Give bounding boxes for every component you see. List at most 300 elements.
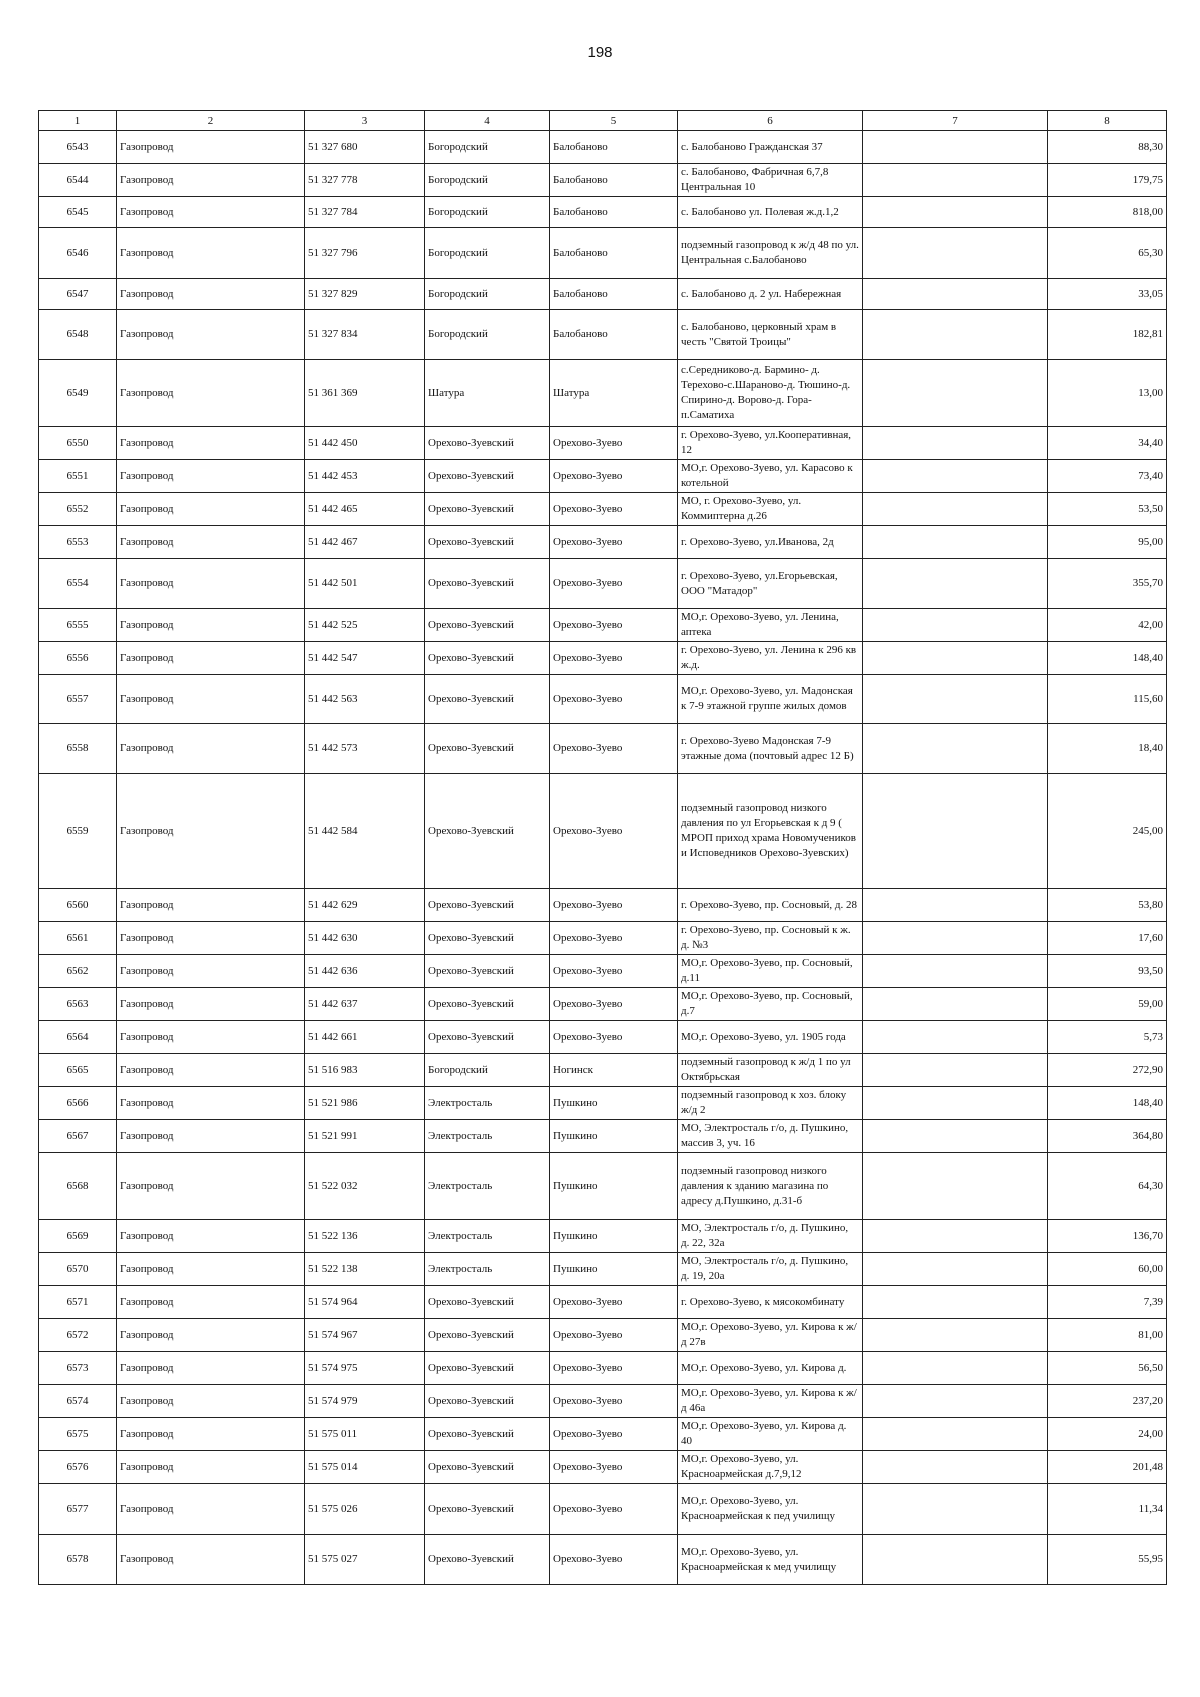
column-7-cell	[863, 164, 1048, 197]
object-name: Газопровод	[117, 1153, 305, 1220]
district-name: Шатура	[425, 360, 550, 427]
object-value: 73,40	[1048, 460, 1167, 493]
object-code: 51 442 637	[305, 988, 425, 1021]
row-number: 6568	[39, 1153, 117, 1220]
object-value: 364,80	[1048, 1120, 1167, 1153]
object-value: 11,34	[1048, 1484, 1167, 1535]
object-value: 245,00	[1048, 774, 1167, 889]
object-name: Газопровод	[117, 1021, 305, 1054]
locality-name: Орехово-Зуево	[550, 493, 678, 526]
object-name: Газопровод	[117, 988, 305, 1021]
page-number: 198	[587, 44, 613, 61]
table-row	[39, 774, 1167, 889]
table-row	[39, 279, 1167, 310]
district-name: Орехово-Зуевский	[425, 1385, 550, 1418]
object-address: МО, Электросталь г/о, д. Пушкино, д. 22, 32а	[678, 1220, 863, 1253]
object-name: Газопровод	[117, 1535, 305, 1585]
column-7-cell	[863, 131, 1048, 164]
object-address: г. Орехово-Зуево, ул.Егорьевская, ООО "Матадор"	[678, 559, 863, 609]
locality-name: Орехово-Зуево	[550, 1385, 678, 1418]
table-row	[39, 228, 1167, 279]
object-value: 148,40	[1048, 642, 1167, 675]
object-name: Газопровод	[117, 360, 305, 427]
row-number: 6571	[39, 1286, 117, 1319]
table-row	[39, 164, 1167, 197]
object-code: 51 442 563	[305, 675, 425, 724]
district-name: Богородский	[425, 197, 550, 228]
district-name: Электросталь	[425, 1220, 550, 1253]
table-row	[39, 1253, 1167, 1286]
district-name: Богородский	[425, 310, 550, 360]
locality-name: Орехово-Зуево	[550, 1352, 678, 1385]
object-name: Газопровод	[117, 1385, 305, 1418]
column-7-cell	[863, 197, 1048, 228]
object-name: Газопровод	[117, 1418, 305, 1451]
object-name: Газопровод	[117, 1220, 305, 1253]
district-name: Богородский	[425, 131, 550, 164]
object-code: 51 442 453	[305, 460, 425, 493]
locality-name: Орехово-Зуево	[550, 922, 678, 955]
column-7-cell	[863, 1021, 1048, 1054]
object-value: 179,75	[1048, 164, 1167, 197]
row-number: 6574	[39, 1385, 117, 1418]
locality-name: Балобаново	[550, 228, 678, 279]
locality-name: Пушкино	[550, 1120, 678, 1153]
object-code: 51 522 032	[305, 1153, 425, 1220]
locality-name: Орехово-Зуево	[550, 1286, 678, 1319]
table-row	[39, 922, 1167, 955]
object-name: Газопровод	[117, 559, 305, 609]
row-number: 6544	[39, 164, 117, 197]
district-name: Орехово-Зуевский	[425, 460, 550, 493]
table-row	[39, 955, 1167, 988]
object-address: подземный газопровод низкого давления по ул Егорьевская к д 9 ( МРОП приход храма Новомучеников и Исповедников Орехово-Зуевских)	[678, 774, 863, 889]
object-address: МО,г. Орехово-Зуево, ул. Карасово к котельной	[678, 460, 863, 493]
district-name: Орехово-Зуевский	[425, 774, 550, 889]
table-row	[39, 526, 1167, 559]
district-name: Богородский	[425, 164, 550, 197]
table-row	[39, 310, 1167, 360]
object-address: МО, Электросталь г/о, д. Пушкино, д. 19, 20а	[678, 1253, 863, 1286]
object-address: МО,г. Орехово-Зуево, ул. Кирова д.	[678, 1352, 863, 1385]
object-address: подземный газопровод к ж/д 1 по ул Октябрьская	[678, 1054, 863, 1087]
row-number: 6562	[39, 955, 117, 988]
table-row	[39, 1451, 1167, 1484]
column-7-cell	[863, 1153, 1048, 1220]
column-7-cell	[863, 493, 1048, 526]
column-7-cell	[863, 642, 1048, 675]
object-value: 56,50	[1048, 1352, 1167, 1385]
object-value: 17,60	[1048, 922, 1167, 955]
table-row	[39, 559, 1167, 609]
row-number: 6552	[39, 493, 117, 526]
object-address: г. Орехово-Зуево, к мясокомбинату	[678, 1286, 863, 1319]
district-name: Орехово-Зуевский	[425, 642, 550, 675]
district-name: Орехово-Зуевский	[425, 609, 550, 642]
district-name: Орехово-Зуевский	[425, 1535, 550, 1585]
object-name: Газопровод	[117, 1319, 305, 1352]
object-address: МО,г. Орехово-Зуево, ул. Кирова к ж/д 27в	[678, 1319, 863, 1352]
object-code: 51 442 584	[305, 774, 425, 889]
district-name: Богородский	[425, 1054, 550, 1087]
row-number: 6550	[39, 427, 117, 460]
locality-name: Пушкино	[550, 1220, 678, 1253]
district-name: Орехово-Зуевский	[425, 675, 550, 724]
table-row	[39, 1120, 1167, 1153]
object-value: 64,30	[1048, 1153, 1167, 1220]
column-7-cell	[863, 609, 1048, 642]
column-7-cell	[863, 922, 1048, 955]
object-value: 53,50	[1048, 493, 1167, 526]
object-code: 51 574 967	[305, 1319, 425, 1352]
district-name: Электросталь	[425, 1153, 550, 1220]
row-number: 6563	[39, 988, 117, 1021]
object-address: МО, г. Орехово-Зуево, ул. Коммиптерна д.26	[678, 493, 863, 526]
object-name: Газопровод	[117, 427, 305, 460]
row-number: 6546	[39, 228, 117, 279]
locality-name: Орехово-Зуево	[550, 988, 678, 1021]
registry-table	[38, 110, 1167, 1585]
column-7-cell	[863, 1385, 1048, 1418]
object-code: 51 574 979	[305, 1385, 425, 1418]
table-row	[39, 1054, 1167, 1087]
row-number: 6566	[39, 1087, 117, 1120]
object-code: 51 574 964	[305, 1286, 425, 1319]
object-code: 51 522 138	[305, 1253, 425, 1286]
column-7-cell	[863, 955, 1048, 988]
locality-name: Орехово-Зуево	[550, 1319, 678, 1352]
column-7-cell	[863, 1484, 1048, 1535]
object-address: подземный газопровод к ж/д 48 по ул. Центральная с.Балобаново	[678, 228, 863, 279]
object-value: 88,30	[1048, 131, 1167, 164]
column-7-cell	[863, 1286, 1048, 1319]
object-name: Газопровод	[117, 774, 305, 889]
column-7-cell	[863, 889, 1048, 922]
table-row	[39, 1385, 1167, 1418]
locality-name: Орехово-Зуево	[550, 460, 678, 493]
locality-name: Орехово-Зуево	[550, 1451, 678, 1484]
object-name: Газопровод	[117, 889, 305, 922]
object-value: 136,70	[1048, 1220, 1167, 1253]
object-address: подземный газопровод к хоз. блоку ж/д 2	[678, 1087, 863, 1120]
district-name: Орехово-Зуевский	[425, 889, 550, 922]
locality-name: Пушкино	[550, 1153, 678, 1220]
object-name: Газопровод	[117, 228, 305, 279]
column-7-cell	[863, 1087, 1048, 1120]
table-row	[39, 675, 1167, 724]
object-value: 95,00	[1048, 526, 1167, 559]
locality-name: Орехово-Зуево	[550, 1535, 678, 1585]
row-number: 6553	[39, 526, 117, 559]
column-7-cell	[863, 310, 1048, 360]
locality-name: Ногинск	[550, 1054, 678, 1087]
object-code: 51 442 547	[305, 642, 425, 675]
object-code: 51 442 661	[305, 1021, 425, 1054]
object-address: подземный газопровод низкого давления к зданию магазина по адресу д.Пушкино, д.31-б	[678, 1153, 863, 1220]
row-number: 6575	[39, 1418, 117, 1451]
object-value: 33,05	[1048, 279, 1167, 310]
column-7-cell	[863, 1535, 1048, 1585]
table-row	[39, 1352, 1167, 1385]
table-header-row	[39, 111, 1167, 131]
object-name: Газопровод	[117, 724, 305, 774]
row-number: 6578	[39, 1535, 117, 1585]
locality-name: Орехово-Зуево	[550, 1418, 678, 1451]
object-value: 93,50	[1048, 955, 1167, 988]
column-7-cell	[863, 427, 1048, 460]
locality-name: Балобаново	[550, 279, 678, 310]
column-header: 2	[117, 111, 305, 131]
object-code: 51 521 991	[305, 1120, 425, 1153]
row-number: 6577	[39, 1484, 117, 1535]
object-name: Газопровод	[117, 1286, 305, 1319]
object-code: 51 442 467	[305, 526, 425, 559]
district-name: Орехово-Зуевский	[425, 724, 550, 774]
row-number: 6543	[39, 131, 117, 164]
locality-name: Орехово-Зуево	[550, 889, 678, 922]
object-code: 51 516 983	[305, 1054, 425, 1087]
object-address: МО,г. Орехово-Зуево, пр. Сосновый, д.7	[678, 988, 863, 1021]
column-7-cell	[863, 1319, 1048, 1352]
table-row	[39, 1153, 1167, 1220]
locality-name: Орехово-Зуево	[550, 559, 678, 609]
object-name: Газопровод	[117, 131, 305, 164]
object-code: 51 521 986	[305, 1087, 425, 1120]
object-name: Газопровод	[117, 642, 305, 675]
district-name: Орехово-Зуевский	[425, 526, 550, 559]
object-address: с. Балобаново Гражданская 37	[678, 131, 863, 164]
object-code: 51 442 525	[305, 609, 425, 642]
locality-name: Пушкино	[550, 1087, 678, 1120]
row-number: 6567	[39, 1120, 117, 1153]
object-code: 51 327 834	[305, 310, 425, 360]
object-address: МО,г. Орехово-Зуево, ул. Кирова д. 40	[678, 1418, 863, 1451]
table-row	[39, 1535, 1167, 1585]
table-row	[39, 493, 1167, 526]
object-address: г. Орехово-Зуево, ул. Ленина к 296 кв ж.д.	[678, 642, 863, 675]
row-number: 6560	[39, 889, 117, 922]
table-row	[39, 360, 1167, 427]
locality-name: Орехово-Зуево	[550, 774, 678, 889]
row-number: 6551	[39, 460, 117, 493]
column-7-cell	[863, 675, 1048, 724]
table-row	[39, 460, 1167, 493]
column-header: 8	[1048, 111, 1167, 131]
district-name: Электросталь	[425, 1120, 550, 1153]
column-7-cell	[863, 774, 1048, 889]
table-row	[39, 988, 1167, 1021]
object-value: 5,73	[1048, 1021, 1167, 1054]
object-value: 201,48	[1048, 1451, 1167, 1484]
column-header: 4	[425, 111, 550, 131]
row-number: 6547	[39, 279, 117, 310]
locality-name: Балобаново	[550, 131, 678, 164]
row-number: 6569	[39, 1220, 117, 1253]
object-address: с. Балобаново д. 2 ул. Набережная	[678, 279, 863, 310]
column-7-cell	[863, 228, 1048, 279]
object-name: Газопровод	[117, 675, 305, 724]
object-value: 81,00	[1048, 1319, 1167, 1352]
column-header: 5	[550, 111, 678, 131]
row-number: 6545	[39, 197, 117, 228]
object-address: МО,г. Орехово-Зуево, ул. Красноармейская д.7,9,12	[678, 1451, 863, 1484]
object-name: Газопровод	[117, 1054, 305, 1087]
object-address: г. Орехово-Зуево, ул.Иванова, 2д	[678, 526, 863, 559]
object-code: 51 575 011	[305, 1418, 425, 1451]
column-7-cell	[863, 360, 1048, 427]
object-value: 59,00	[1048, 988, 1167, 1021]
district-name: Орехово-Зуевский	[425, 988, 550, 1021]
object-value: 148,40	[1048, 1087, 1167, 1120]
object-address: г. Орехово-Зуево, пр. Сосновый к ж. д. №3	[678, 922, 863, 955]
row-number: 6564	[39, 1021, 117, 1054]
column-7-cell	[863, 1418, 1048, 1451]
district-name: Богородский	[425, 279, 550, 310]
object-address: МО,г. Орехово-Зуево, ул. Кирова к ж/д 46а	[678, 1385, 863, 1418]
column-7-cell	[863, 279, 1048, 310]
object-code: 51 442 573	[305, 724, 425, 774]
object-value: 272,90	[1048, 1054, 1167, 1087]
column-7-cell	[863, 988, 1048, 1021]
object-address: с. Балобаново, Фабричная 6,7,8 Центральная 10	[678, 164, 863, 197]
row-number: 6556	[39, 642, 117, 675]
district-name: Орехово-Зуевский	[425, 1021, 550, 1054]
object-name: Газопровод	[117, 460, 305, 493]
object-value: 7,39	[1048, 1286, 1167, 1319]
object-name: Газопровод	[117, 922, 305, 955]
object-value: 13,00	[1048, 360, 1167, 427]
object-value: 42,00	[1048, 609, 1167, 642]
row-number: 6559	[39, 774, 117, 889]
object-code: 51 327 829	[305, 279, 425, 310]
column-7-cell	[863, 1054, 1048, 1087]
district-name: Электросталь	[425, 1253, 550, 1286]
object-code: 51 361 369	[305, 360, 425, 427]
table-row	[39, 889, 1167, 922]
object-address: МО,г. Орехово-Зуево, ул. Мадонская к 7-9 этажной группе жилых домов	[678, 675, 863, 724]
column-7-cell	[863, 1120, 1048, 1153]
object-address: МО,г. Орехово-Зуево, ул. 1905 года	[678, 1021, 863, 1054]
object-name: Газопровод	[117, 279, 305, 310]
locality-name: Орехово-Зуево	[550, 642, 678, 675]
table-row	[39, 1286, 1167, 1319]
table-row	[39, 1319, 1167, 1352]
object-value: 60,00	[1048, 1253, 1167, 1286]
row-number: 6557	[39, 675, 117, 724]
column-7-cell	[863, 559, 1048, 609]
object-name: Газопровод	[117, 1352, 305, 1385]
column-7-cell	[863, 1451, 1048, 1484]
object-code: 51 327 680	[305, 131, 425, 164]
locality-name: Балобаново	[550, 310, 678, 360]
object-code: 51 327 796	[305, 228, 425, 279]
locality-name: Балобаново	[550, 197, 678, 228]
object-name: Газопровод	[117, 1451, 305, 1484]
object-address: с. Балобаново, церковный храм в честь "Святой Троицы"	[678, 310, 863, 360]
district-name: Электросталь	[425, 1087, 550, 1120]
table-row	[39, 724, 1167, 774]
object-name: Газопровод	[117, 164, 305, 197]
object-name: Газопровод	[117, 310, 305, 360]
object-name: Газопровод	[117, 1253, 305, 1286]
object-address: МО,г. Орехово-Зуево, пр. Сосновый, д.11	[678, 955, 863, 988]
district-name: Богородский	[425, 228, 550, 279]
object-address: МО, Электросталь г/о, д. Пушкино, массив 3, уч. 16	[678, 1120, 863, 1153]
column-7-cell	[863, 1253, 1048, 1286]
table-row	[39, 609, 1167, 642]
row-number: 6555	[39, 609, 117, 642]
object-value: 182,81	[1048, 310, 1167, 360]
district-name: Орехово-Зуевский	[425, 1352, 550, 1385]
object-value: 53,80	[1048, 889, 1167, 922]
district-name: Орехово-Зуевский	[425, 427, 550, 460]
object-code: 51 442 450	[305, 427, 425, 460]
object-code: 51 575 014	[305, 1451, 425, 1484]
district-name: Орехово-Зуевский	[425, 1418, 550, 1451]
object-code: 51 522 136	[305, 1220, 425, 1253]
locality-name: Балобаново	[550, 164, 678, 197]
district-name: Орехово-Зуевский	[425, 1484, 550, 1535]
object-name: Газопровод	[117, 493, 305, 526]
table-row	[39, 1021, 1167, 1054]
object-code: 51 442 629	[305, 889, 425, 922]
row-number: 6570	[39, 1253, 117, 1286]
table-row	[39, 1087, 1167, 1120]
object-value: 34,40	[1048, 427, 1167, 460]
locality-name: Орехово-Зуево	[550, 724, 678, 774]
district-name: Орехово-Зуевский	[425, 1286, 550, 1319]
locality-name: Орехово-Зуево	[550, 1484, 678, 1535]
table-row	[39, 1418, 1167, 1451]
object-address: с.Середниково-д. Бармино- д. Терехово-с.Шараново-д. Тюшино-д. Спирино-д. Ворово-д. Гора-п.Саматиха	[678, 360, 863, 427]
object-code: 51 442 465	[305, 493, 425, 526]
object-address: МО,г. Орехово-Зуево, ул. Красноармейская к пед училищу	[678, 1484, 863, 1535]
column-header: 1	[39, 111, 117, 131]
object-value: 355,70	[1048, 559, 1167, 609]
table-row	[39, 642, 1167, 675]
table-row	[39, 1220, 1167, 1253]
district-name: Орехово-Зуевский	[425, 922, 550, 955]
column-7-cell	[863, 526, 1048, 559]
object-value: 65,30	[1048, 228, 1167, 279]
object-code: 51 442 501	[305, 559, 425, 609]
object-value: 237,20	[1048, 1385, 1167, 1418]
locality-name: Орехово-Зуево	[550, 526, 678, 559]
locality-name: Орехово-Зуево	[550, 955, 678, 988]
table-row	[39, 197, 1167, 228]
object-name: Газопровод	[117, 1120, 305, 1153]
object-code: 51 327 778	[305, 164, 425, 197]
object-name: Газопровод	[117, 1484, 305, 1535]
column-7-cell	[863, 460, 1048, 493]
row-number: 6558	[39, 724, 117, 774]
object-value: 55,95	[1048, 1535, 1167, 1585]
locality-name: Шатура	[550, 360, 678, 427]
object-name: Газопровод	[117, 526, 305, 559]
locality-name: Орехово-Зуево	[550, 675, 678, 724]
column-7-cell	[863, 1220, 1048, 1253]
locality-name: Орехово-Зуево	[550, 609, 678, 642]
row-number: 6561	[39, 922, 117, 955]
object-code: 51 574 975	[305, 1352, 425, 1385]
column-7-cell	[863, 724, 1048, 774]
locality-name: Орехово-Зуево	[550, 427, 678, 460]
object-code: 51 442 636	[305, 955, 425, 988]
object-address: г. Орехово-Зуево, ул.Кооперативная, 12	[678, 427, 863, 460]
object-name: Газопровод	[117, 1087, 305, 1120]
row-number: 6554	[39, 559, 117, 609]
column-header: 3	[305, 111, 425, 131]
